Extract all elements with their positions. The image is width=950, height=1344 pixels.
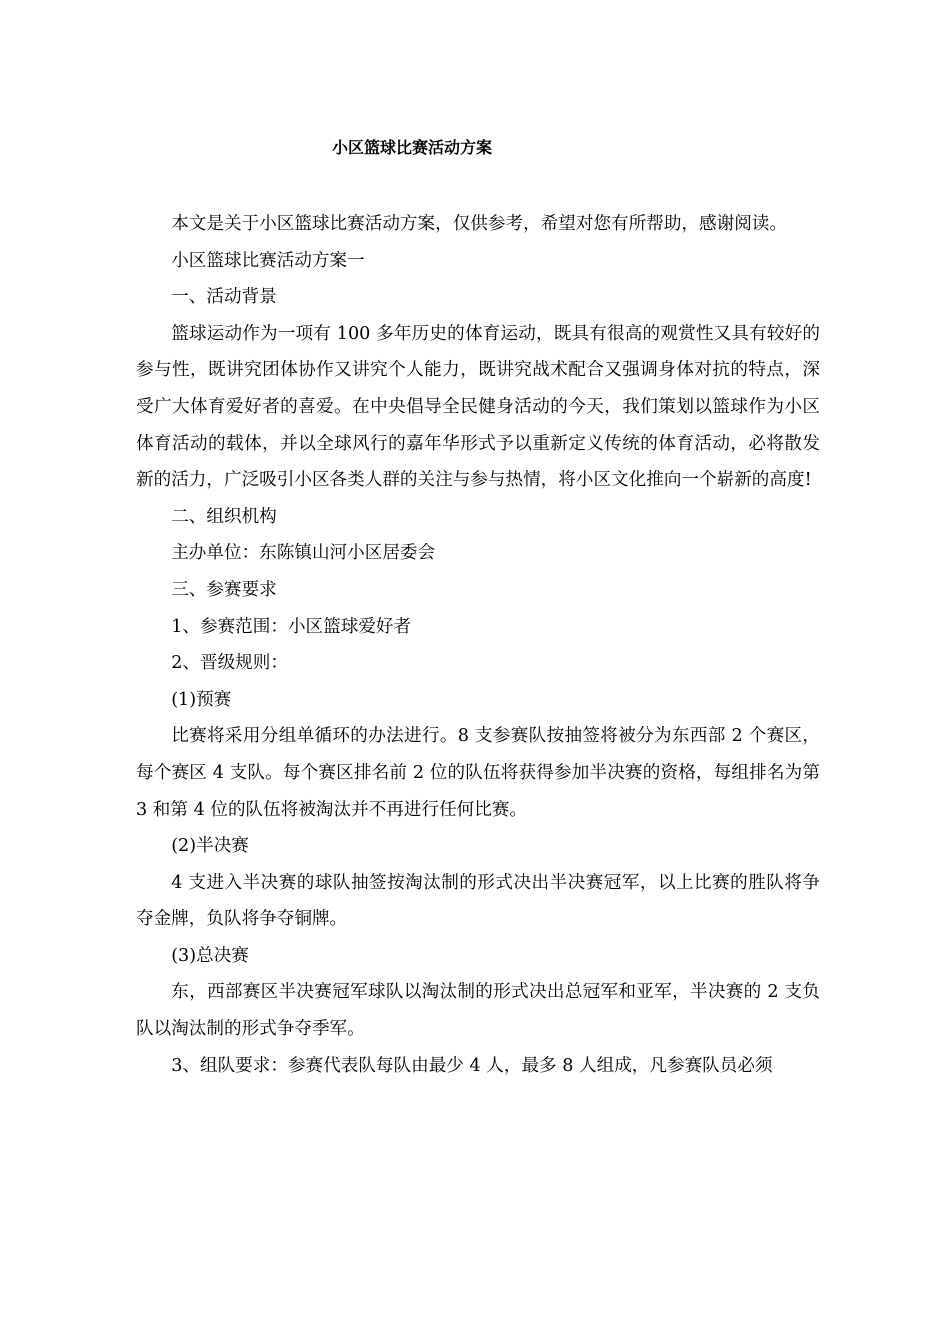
scope-line: 1、参赛范围：小区篮球爱好者 (171, 616, 412, 637)
plan-heading: 小区篮球比赛活动方案一 (171, 250, 365, 271)
rules-heading: 2、晋级规则： (171, 653, 288, 674)
organizer-line: 主办单位：东陈镇山河小区居委会 (171, 543, 436, 564)
section-heading-requirements: 三、参赛要求 (171, 579, 277, 600)
final-heading: (3)总决赛 (171, 945, 249, 966)
section-heading-background: 一、活动背景 (171, 287, 277, 308)
section-heading-organization: 二、组织机构 (171, 506, 277, 527)
semifinal-paragraph: 4 支进入半决赛的球队抽签按淘汰制的形式决出半决赛冠军，以上比赛的胜队将争夺金牌，负队将争夺铜牌。 (136, 872, 820, 930)
intro-paragraph: 本文是关于小区篮球比赛活动方案，仅供参考，希望对您有所帮助，感谢阅读。 (171, 214, 787, 234)
document-title: 小区篮球比赛活动方案 (332, 138, 493, 157)
background-paragraph: 篮球运动作为一项有 100 多年历史的体育运动，既具有很高的观赏性又具有较好的参与性，既讲究团体协作又讲究个人能力，既讲究战术配合又强调身体对抗的特点，深受广大体育爱好者的喜爱。在中央倡导全民健身活动的今天，我们策划以篮球作为小区体育活动的载体，并以全球风行的嘉年华形式予以重新定义传统的体育活动，必将散发新的活力，广泛吸引小区各类人群的关注与参与热情，将小区文化推向一个崭新的高度! (136, 323, 820, 491)
final-paragraph: 东，西部赛区半决赛冠军球队以淘汰制的形式决出总冠军和亚军，半决赛的 2 支负队以淘汰制的形式争夺季军。 (136, 982, 820, 1040)
preliminary-heading: (1)预赛 (171, 689, 232, 710)
semifinal-heading: (2)半决赛 (171, 836, 249, 857)
document-body (136, 206, 820, 1084)
team-requirement-line: 3、组队要求：参赛代表队每队由最少 4 人，最多 8 人组成，凡参赛队员必须 (171, 1055, 773, 1076)
preliminary-paragraph: 比赛将采用分组单循环的办法进行。8 支参赛队按抽签将被分为东西部 2 个赛区，每个赛区 4 支队。每个赛区排名前 2 位的队伍将获得参加半决赛的资格，每组排名为第 3 和第 4 位的队伍将被淘汰并不再进行任何比赛。 (136, 726, 820, 820)
